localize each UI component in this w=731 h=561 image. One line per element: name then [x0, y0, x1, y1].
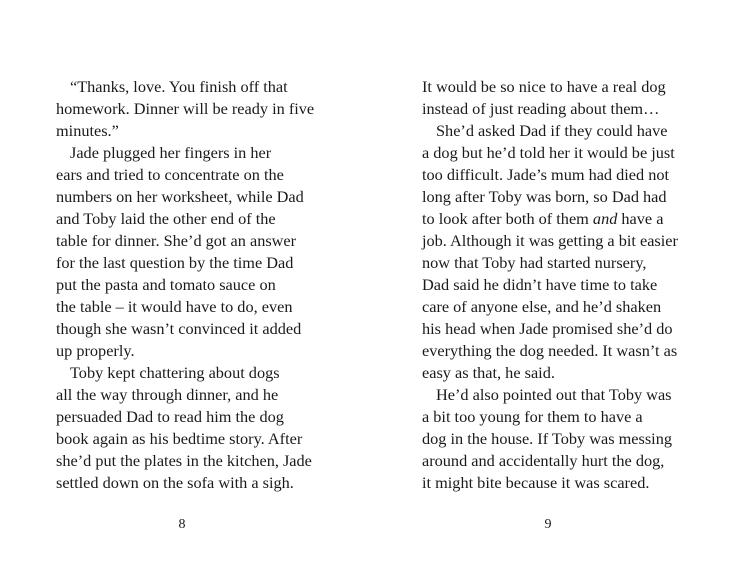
text-line: a bit too young for them to have a: [422, 407, 643, 426]
text-line: it might bite because it was scared.: [422, 473, 650, 492]
text-line: put the pasta and tomato sauce on: [56, 275, 276, 294]
text-line: “Thanks, love. You finish off that: [70, 77, 288, 96]
text-line: she’d put the plates in the kitchen, Jade: [56, 451, 312, 470]
text-line: dog in the house. If Toby was messing: [422, 429, 672, 448]
text-line: numbers on her worksheet, while Dad: [56, 187, 304, 206]
text-line: He’d also pointed out that Toby was: [436, 385, 672, 404]
text-line: job. Although it was getting a bit easier: [422, 231, 678, 250]
text-line: table for dinner. She’d got an answer: [56, 231, 297, 250]
text-line: homework. Dinner will be ready in five: [56, 99, 315, 118]
right-page-body: [422, 76, 722, 494]
text-line: the table – it would have to do, even: [56, 297, 293, 316]
text-line: Toby kept chattering about dogs: [70, 363, 280, 382]
text-line: a dog but he’d told her it would be just: [422, 143, 675, 162]
text-line: easy as that, he said.: [422, 363, 555, 382]
right-page-number: 9: [544, 517, 552, 532]
text-line: now that Toby had started nursery,: [422, 253, 647, 272]
text-line: She’d asked Dad if they could have: [436, 121, 668, 140]
text-line: book again as his bedtime story. After: [56, 429, 303, 448]
emphasis: and: [592, 209, 618, 228]
text-line: long after Toby was born, so Dad had: [422, 187, 667, 206]
text-line: up properly.: [56, 341, 135, 360]
text-line: all the way through dinner, and he: [56, 385, 279, 404]
text-line: Dad said he didn’t have time to take: [422, 275, 658, 294]
text-line: instead of just reading about them…: [422, 99, 660, 118]
text-line: persuaded Dad to read him the dog: [56, 407, 284, 426]
left-page-body: [56, 76, 356, 494]
text-line: to look after both of them and have a: [422, 209, 664, 228]
text-line: settled down on the sofa with a sigh.: [56, 473, 294, 492]
text-line: It would be so nice to have a real dog: [422, 77, 666, 96]
text-line: though she wasn’t convinced it added: [56, 319, 302, 338]
text-line: his head when Jade promised she’d do: [422, 319, 673, 338]
text-line: Jade plugged her fingers in her: [70, 143, 272, 162]
text-line: ears and tried to concentrate on the: [56, 165, 284, 184]
text-line: everything the dog needed. It wasn’t as: [422, 341, 678, 360]
text-line: and Toby laid the other end of the: [56, 209, 276, 228]
left-page-number: 8: [178, 517, 186, 532]
text-line: for the last question by the time Dad: [56, 253, 294, 272]
text-line: minutes.”: [56, 121, 119, 140]
text-line: around and accidentally hurt the dog,: [422, 451, 665, 470]
text-line: care of anyone else, and he’d shaken: [422, 297, 662, 316]
text-line: too difficult. Jade’s mum had died not: [422, 165, 670, 184]
